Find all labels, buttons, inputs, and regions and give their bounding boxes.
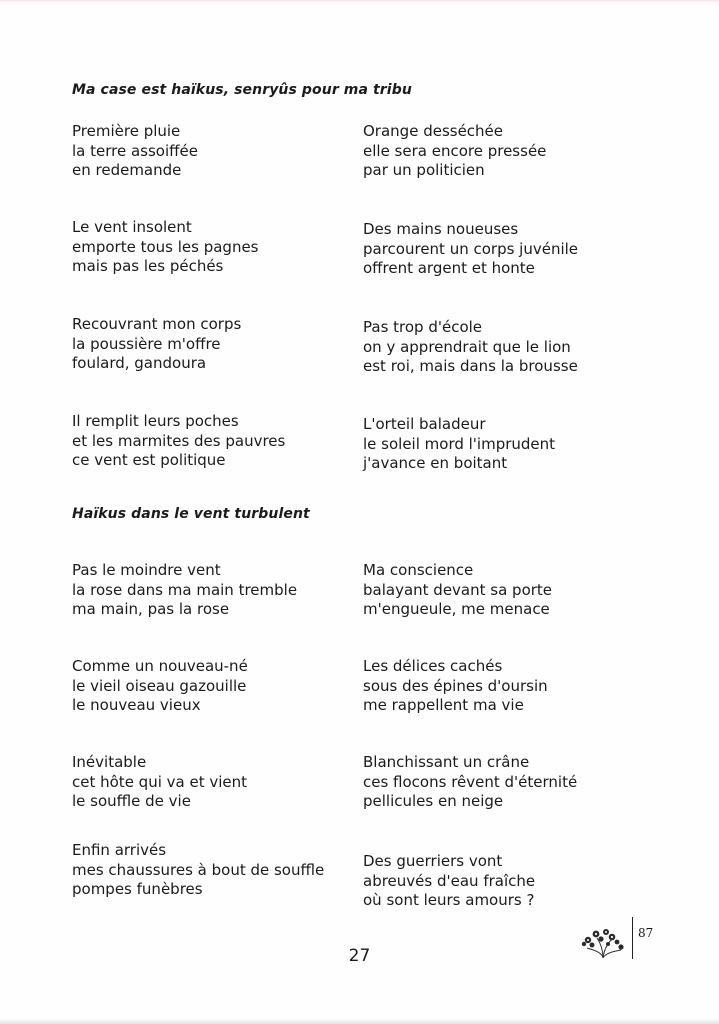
section-title-1: Ma case est haïkus, senryûs pour ma tribu bbox=[72, 82, 412, 98]
haiku-line: Blanchissant un crâne bbox=[363, 753, 530, 771]
folio-divider bbox=[632, 917, 633, 959]
haiku-line: Inévitable bbox=[72, 753, 147, 771]
page-edge-bottom bbox=[0, 1018, 719, 1024]
haiku-line: mais pas les péchés bbox=[72, 257, 224, 275]
haiku-line: Comme un nouveau-né bbox=[72, 657, 248, 675]
haiku bbox=[72, 753, 247, 812]
haiku bbox=[72, 218, 259, 277]
haiku-line: emporte tous les pagnes bbox=[72, 237, 259, 256]
haiku-line: la rose dans ma main tremble bbox=[72, 580, 298, 599]
haiku-line: le nouveau vieux bbox=[72, 696, 201, 714]
haiku-line: Ma conscience bbox=[363, 561, 474, 579]
haiku-line: mes chaussures à bout de souffle bbox=[72, 860, 325, 879]
haiku-line: Le vent insolent bbox=[72, 218, 192, 236]
haiku-line: Pas trop d'école bbox=[363, 318, 483, 336]
haiku-line: ce vent est politique bbox=[72, 451, 226, 469]
haiku-line: m'engueule, me menace bbox=[363, 600, 550, 618]
haiku-line: parcourent un corps juvénile bbox=[363, 239, 579, 258]
haiku-line: Les délices cachés bbox=[363, 657, 503, 675]
haiku-line: Enfin arrivés bbox=[72, 841, 167, 859]
haiku-line: abreuvés d'eau fraîche bbox=[363, 871, 536, 890]
haiku-line: ma main, pas la rose bbox=[72, 600, 230, 618]
haiku-line: le souffle de vie bbox=[72, 792, 191, 810]
folio-number: 87 bbox=[638, 926, 654, 940]
haiku-line: Il remplit leurs poches bbox=[72, 412, 239, 430]
flower-ornament-icon bbox=[579, 920, 627, 960]
haiku bbox=[72, 412, 285, 471]
haiku bbox=[72, 315, 241, 374]
haiku-line: Des mains noueuses bbox=[363, 220, 519, 238]
haiku-line: par un politicien bbox=[363, 161, 485, 179]
haiku-line: où sont leurs amours ? bbox=[363, 891, 535, 909]
haiku bbox=[363, 220, 578, 279]
haiku-line: Orange desséchée bbox=[363, 122, 504, 140]
haiku-line: pellicules en neige bbox=[363, 792, 504, 810]
haiku bbox=[363, 122, 546, 181]
haiku-line: la poussière m'offre bbox=[72, 334, 221, 353]
haiku bbox=[363, 318, 578, 377]
haiku-line: et les marmites des pauvres bbox=[72, 431, 286, 450]
haiku bbox=[72, 841, 324, 900]
haiku-line: Pas le moindre vent bbox=[72, 561, 221, 579]
haiku bbox=[363, 415, 555, 474]
page-edge-top bbox=[0, 0, 719, 3]
haiku-line: offrent argent et honte bbox=[363, 259, 535, 277]
haiku-line: le soleil mord l'imprudent bbox=[363, 434, 556, 453]
haiku-line: Recouvrant mon corps bbox=[72, 315, 242, 333]
haiku bbox=[363, 753, 577, 812]
haiku-line: elle sera encore pressée bbox=[363, 141, 547, 160]
haiku-line: en redemande bbox=[72, 161, 182, 179]
haiku-line: cet hôte qui va et vient bbox=[72, 772, 248, 791]
haiku-line: pompes funèbres bbox=[72, 880, 203, 898]
haiku bbox=[72, 657, 248, 716]
haiku-line: j'avance en boitant bbox=[363, 454, 508, 472]
haiku-line: Des guerriers vont bbox=[363, 852, 503, 870]
haiku-line: est roi, mais dans la brousse bbox=[363, 357, 578, 375]
haiku-line: L'orteil baladeur bbox=[363, 415, 486, 433]
haiku-line: le vieil oiseau gazouille bbox=[72, 676, 247, 695]
haiku-line: balayant devant sa porte bbox=[363, 580, 553, 599]
haiku-line: sous des épines d'oursin bbox=[363, 676, 548, 695]
section-title-2: Haïkus dans le vent turbulent bbox=[72, 506, 310, 522]
haiku-line: me rappellent ma vie bbox=[363, 696, 524, 714]
haiku-line: la terre assoiffée bbox=[72, 141, 198, 160]
haiku bbox=[72, 561, 297, 620]
haiku bbox=[363, 657, 548, 716]
haiku-line: on y apprendrait que le lion bbox=[363, 337, 571, 356]
page-number: 27 bbox=[348, 946, 371, 966]
haiku bbox=[363, 561, 552, 620]
haiku-line: foulard, gandoura bbox=[72, 354, 207, 372]
haiku-line: Première pluie bbox=[72, 122, 181, 140]
haiku-line: ces flocons rêvent d'éternité bbox=[363, 772, 578, 791]
haiku bbox=[363, 852, 535, 911]
haiku bbox=[72, 122, 198, 181]
